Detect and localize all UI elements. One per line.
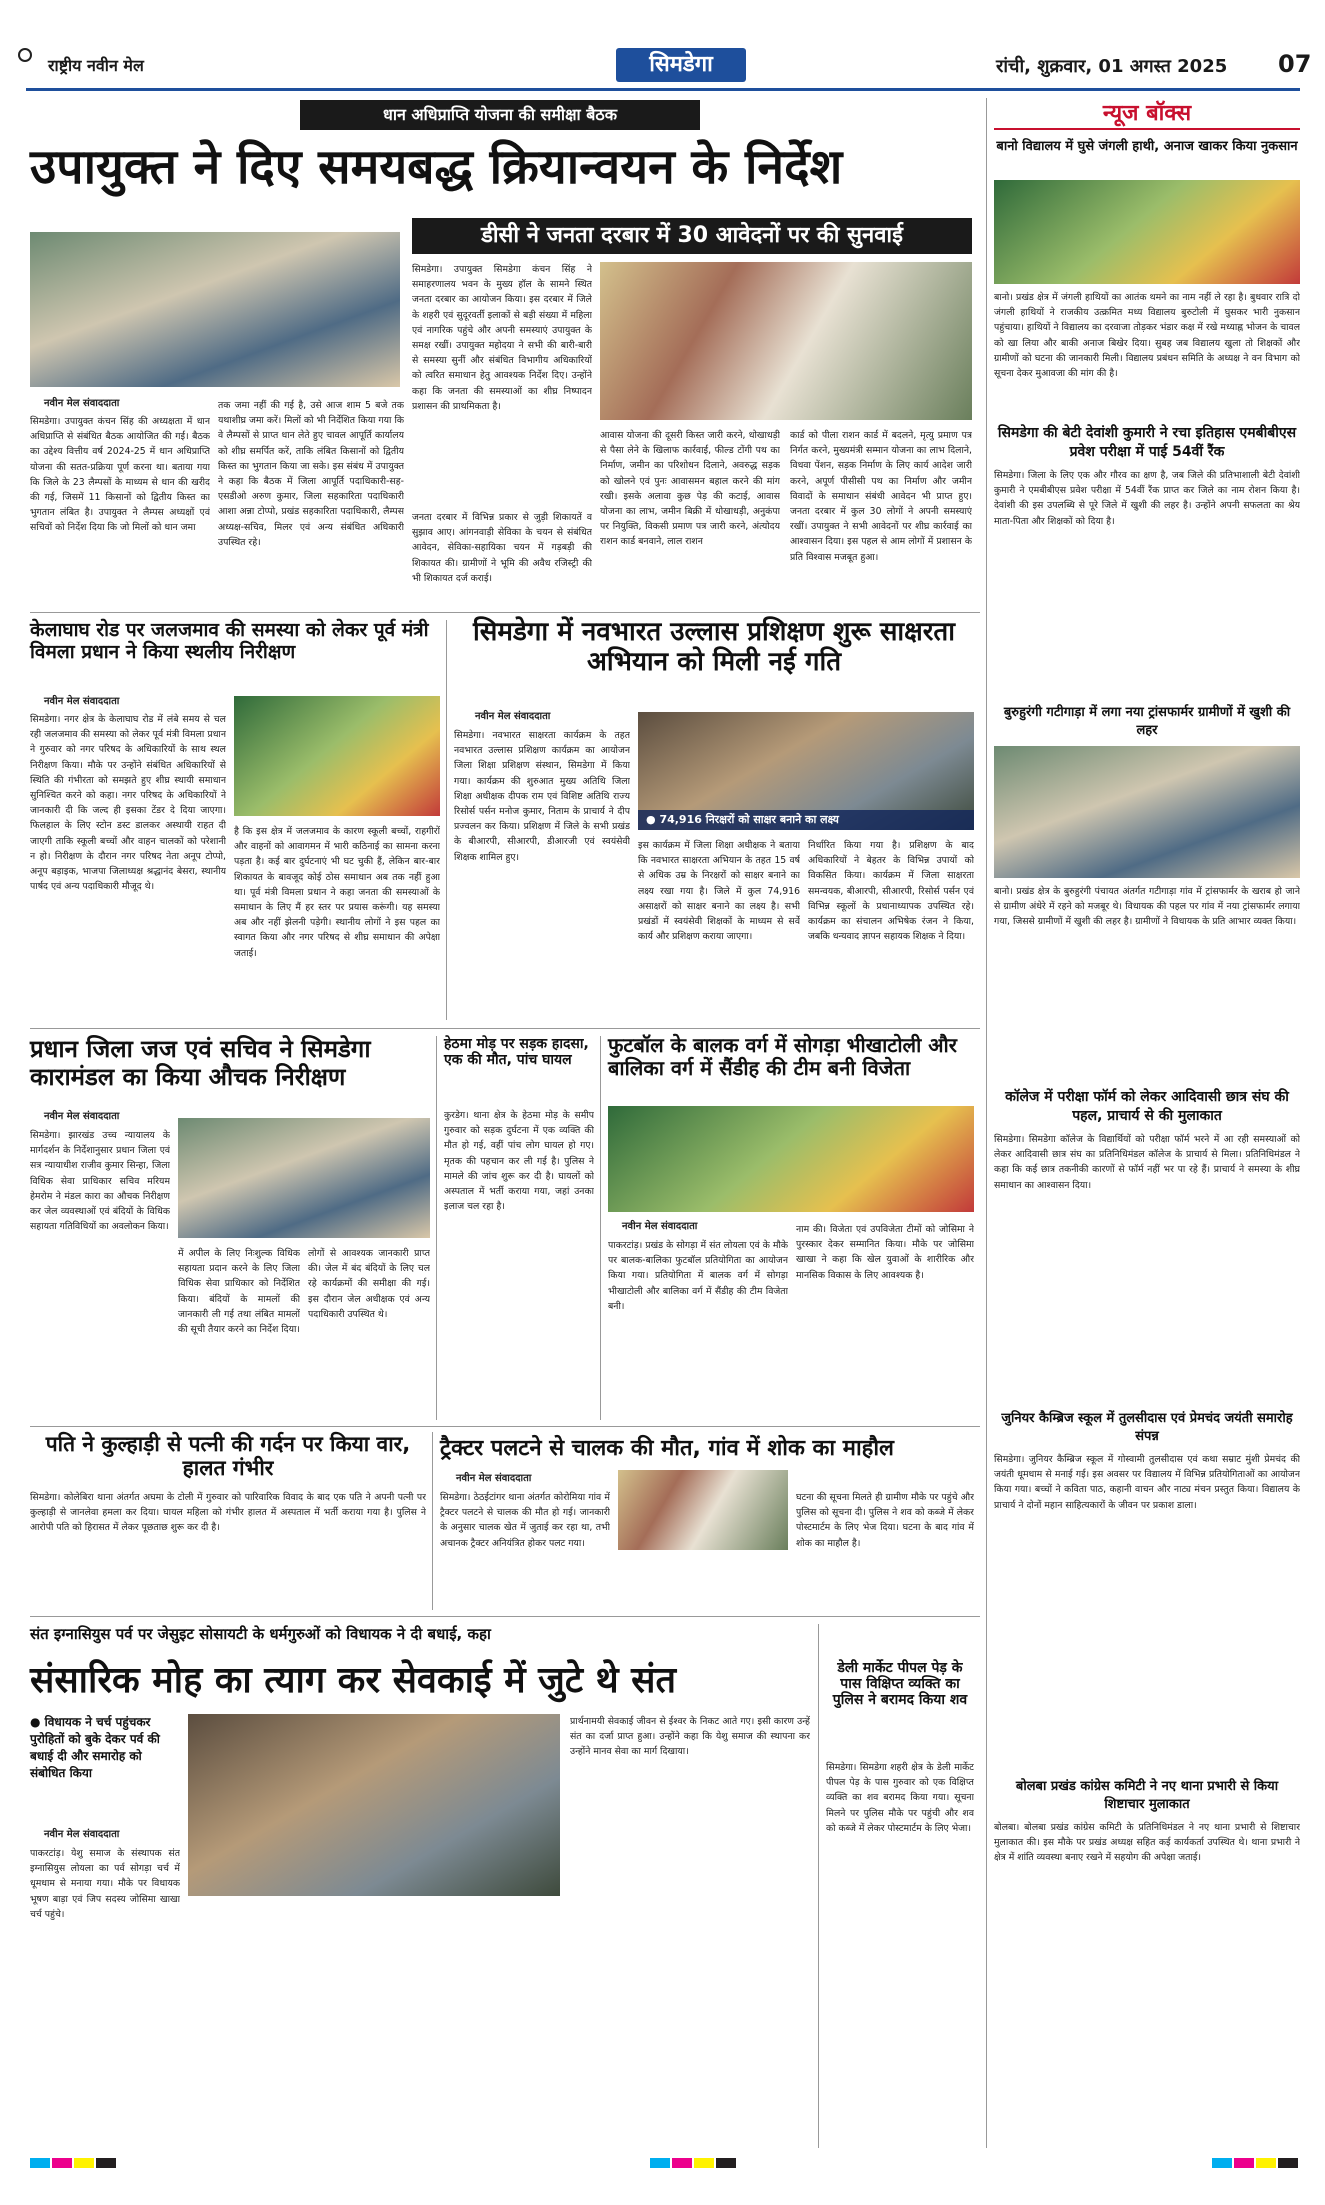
- tractor-byline: नवीन मेल संवाददाता: [456, 1473, 532, 1484]
- sant-body-1: पाकरटांड़। येशु समाज के संस्थापक संत इग्नासियुस लोयला का पर्व सोगड़ा चर्च में धूमधाम से मनाया गया। मौके पर विधायक भूषण बाड़ा एवं जिप सदस्य जोसिमा खाखा चर्च पहुंचे।: [30, 1848, 180, 1920]
- divider: [30, 1426, 980, 1427]
- tractor-body-1: सिमडेगा। ठेठईटांगर थाना अंतर्गत कोरोमिया गांव में ट्रैक्टर पलटने से चालक की मौत हो गई। जानकारी के अनुसार चालक खेत में जुताई कर रहा था, तभी अचानक ट्रैक्टर अनियंत्रित होकर पलट गया।: [440, 1492, 610, 1549]
- divider: [446, 620, 447, 1020]
- football-body-2: नाम की। विजेता एवं उपविजेता टीमों को जोसिमा ने पुरस्कार देकर सम्मानित किया। मौके पर जोसिमा खाखा ने कहा कि खेल युवाओं के शारीरिक और मानसिक विकास के लिए आवश्यक है।: [796, 1224, 974, 1281]
- lead-byline: नवीन मेल संवाददाता: [44, 398, 120, 409]
- tractor-photo: [618, 1470, 788, 1550]
- dateline: रांची, शुक्रवार, 01 अगस्त 2025: [996, 56, 1228, 77]
- hemra-headline: हेठमा मोड़ पर सड़क हादसा, एक की मौत, पांच घायल: [444, 1036, 589, 1069]
- sant-body-2: प्रार्थनामयी सेवकाई जीवन से ईश्वर के निकट आते गए। इसी कारण उन्हें संत का दर्जा प्राप्त हुआ। उन्होंने कहा कि येशु समाज की स्थापना कर उन्होंने मानव सेवा का मार्ग दिखाया।: [570, 1716, 810, 1758]
- news-box-title: न्यूज बॉक्स: [994, 98, 1300, 130]
- news-item-photo: [994, 746, 1300, 878]
- football-body-1: पाकरटांड़। प्रखंड के सोगड़ा में संत लोयला एवं के मौके पर बालक-बालिका फुटबॉल प्रतियोगिता का आयोजन किया गया। प्रतियोगिता में बालक वर्ग में सोगड़ा भीखाटोली और बालिका वर्ग में सैंडीह की टीम विजेता बनी।: [608, 1240, 788, 1312]
- tractor-body-2: घटना की सूचना मिलते ही ग्रामीण मौके पर पहुंचे और पुलिस को सूचना दी। पुलिस ने शव को कब्जे में लेकर पोस्टमार्टम के लिए भेज दिया। घटना के बाद गांव में शोक का माहौल है।: [796, 1492, 974, 1549]
- masthead-rule: [26, 88, 1300, 91]
- football-photo: [608, 1106, 974, 1212]
- sant-kicker: संत इग्नासियुस पर्व पर जेसुइट सोसायटी के धर्मगुरुओं को विधायक ने दी बधाई, कहा: [30, 1625, 491, 1643]
- janata-body-2: जनता दरबार में विभिन्न प्रकार से जुड़ी शिकायतें व सुझाव आए। आंगनवाड़ी सेविका के चयन से संबंधित आवेदन, सेविका-सहायिका चयन में गड़बड़ी की शिकायत की। ग्रामीणों ने भूमि की अवैध रजिस्ट्री की भी शिकायत दर्ज कराई।: [412, 512, 592, 584]
- news-item-body: बानो। प्रखंड क्षेत्र में जंगली हाथियों का आतंक थमने का नाम नहीं ले रहा है। बुधवार रात्रि दो जंगली हाथियों ने राजकीय उत्क्रमित मध्य विद्यालय बुरुटोली में घुसकर भारी नुकसान पहुंचाया। हाथियों ने विद्यालय का दरवाजा तोड़कर भंडार कक्ष में रखे मध्याह्न भोजन के चावल को खा लिया और बाकी अनाज बिखेर दिया। सुबह जब विद्यालय खुला तो शिक्षकों और ग्रामीणों को घटना की जानकारी मिली। विद्यालय प्रबंधन समिति के अध्यक्ष ने वन विभाग को सूचना देकर मुआवजा की मांग की है।: [994, 292, 1300, 380]
- divider: [30, 1616, 980, 1617]
- news-item-body: बानो। प्रखंड क्षेत्र के बुरुहुरंगी पंचायत अंतर्गत गटीगाड़ा गांव में ट्रांसफार्मर के खराब हो जाने से ग्रामीण अंधेरे में रहने को मजबूर थे। विधायक की पहल पर गांव में नया ट्रांसफार्मर लगाया गया, जिससे ग्रामीणों में खुशी की लहर है। ग्रामीणों ने विधायक के प्रति आभार व्यक्त किया।: [994, 886, 1300, 928]
- lead-body-2: तक जमा नहीं की गई है, उसे आज शाम 5 बजे तक यथाशीघ्र जमा करें। मिलों को भी निर्देशित किया गया कि वे लैम्पसों से प्राप्त धान लेते हुए चावल आपूर्ति कार्यालय को शीघ्र समर्पित करें, ताकि लंबित किसानों को द्वितीय किस्त का भुगतान किया जा सके। इस संबंध में उपायुक्त ने कहा कि बैठक में जिला आपूर्ति पदाधिकारी-सह-एसडीओ अरुण कुमार, जिला सहकारिता पदाधिकारी आशा अन्ना टोप्पो, प्रखंड सहकारिता पदाधिकारी, लैम्पस अध्यक्ष-सचिव, मिलर एवं अन्य संबंधित अधिकारी उपस्थित रहे।: [218, 400, 404, 548]
- daily-market-body: सिमडेगा। सिमडेगा शहरी क्षेत्र के डेली मार्केट पीपल पेड़ के पास गुरुवार को एक विक्षिप्त व्यक्ति का शव बरामद किया गया। सूचना मिलने पर पुलिस मौके पर पहुंची और शव को कब्जे में लेकर पोस्टमार्टम के लिए भेजा।: [826, 1762, 974, 1834]
- navbharat-photo-caption: ● 74,916 निरक्षरों को साक्षर बनाने का लक्ष्य: [638, 810, 974, 830]
- janata-body-3: आवास योजना की दूसरी किस्त जारी करने, धोखाधड़ी से पैसा लेने के खिलाफ कार्रवाई, फील्ड टोंगी पथ का निर्माण, जमीन का परिशोधन दिलाने, अवरुद्ध सड़क को खोलने एवं पुनः आवासमन बहाल करने की मांग रखी। इसके अलावा कुछ पेड़ की कटाई, आवास योजना का लाभ, जमीन बिक्री में धोखाधड़ी, अनुकंपा पर नियुक्ति, विकसी प्रमाण पत्र जारी करने, अंत्योदय राशन कार्ड बनवाने, लाल राशन: [600, 430, 780, 548]
- news-item-headline: जुनियर कैम्ब्रिज स्कूल में तुलसीदास एवं प्रेमचंद जयंती समारोह संपन्न: [1001, 1411, 1293, 1444]
- janata-photo: [600, 262, 972, 420]
- judge-byline: नवीन मेल संवाददाता: [44, 1111, 120, 1122]
- divider: [818, 1624, 819, 2148]
- lead-headline: उपायुक्त ने दिए समयबद्ध क्रियान्वयन के निर्देश: [30, 139, 843, 195]
- news-item-body: सिमडेगा। सिमडेगा कॉलेज के विद्यार्थियों को परीक्षा फॉर्म भरने में आ रही समस्याओं को लेकर आदिवासी छात्र संघ का प्रतिनिधिमंडल कॉलेज के प्राचार्य से मिला। प्रतिनिधिमंडल ने कहा कि कई छात्र तकनीकी कारणों से फॉर्म नहीं भर पा रहे हैं। प्राचार्य ने समस्या के शीघ्र समाधान का आश्वासन दिया।: [994, 1134, 1300, 1191]
- sant-headline: संसारिक मोह का त्याग कर सेवकाई में जुटे थे संत: [30, 1660, 676, 1701]
- news-item-body: सिमडेगा। जिला के लिए एक और गौरव का क्षण है, जब जिले की प्रतिभाशाली बेटी देवांशी कुमारी ने एमबीबीएस प्रवेश परीक्षा में 54वीं रैंक प्राप्त कर जिले का नाम रोशन किया है। देवांशी की इस उपलब्धि से पूरे जिले में खुशी की लहर है। उन्होंने अपनी सफलता का श्रेय माता-पिता और शिक्षकों को दिया है।: [994, 470, 1300, 527]
- kelaghagh-byline: नवीन मेल संवाददाता: [44, 696, 120, 707]
- kelaghagh-body-1: सिमडेगा। नगर क्षेत्र के केलाघाघ रोड में लंबे समय से चल रही जलजमाव की समस्या को लेकर पूर्व मंत्री विमला प्रधान ने गुरुवार को नगर परिषद के अधिकारियों के साथ स्थल निरीक्षण किया। मौके पर उन्होंने संबंधित अधिकारियों से स्थिति की गंभीरता को समझते हुए शीघ्र स्थायी समाधान सुनिश्चित करने को कहा। नगर परिषद के अधिकारियों ने जानकारी दी कि जल्द ही इसका टेंडर दे दिया जाएगा। फिलहाल के लिए स्टोन डस्ट डालकर अस्थायी राहत दी जाएगी ताकि स्कूली बच्चों और वाहन चालकों को परेशानी न हो। निरीक्षण के दौरान नगर परिषद नेता अनूप टोप्पो, अनूप बड़ाइक, भाजपा जिलाध्यक्ष श्रद्धानंद बेसरा, स्थानीय पार्षद एवं अन्य पदाधिकारी मौजूद थे।: [30, 714, 226, 893]
- masthead: [26, 48, 1312, 88]
- judge-body-3: लोगों से आवश्यक जानकारी प्राप्त की। जेल में बंद बंदियों के लिए चल रहे कार्यक्रमों की समीक्षा की गई। इस दौरान जेल अधीक्षक एवं अन्य पदाधिकारी उपस्थित थे।: [308, 1248, 430, 1320]
- navbharat-headline: सिमडेगा में नवभारत उल्लास प्रशिक्षण शुरू साक्षरता अभियान को मिली नई गति: [473, 617, 955, 677]
- navbharat-byline: नवीन मेल संवाददाता: [475, 711, 551, 722]
- caption-text: 74,916 निरक्षरों को साक्षर बनाने का लक्ष्य: [659, 813, 839, 826]
- navbharat-body-2: इस कार्यक्रम में जिला शिक्षा अधीक्षक ने बताया कि नवभारत साक्षरता अभियान के तहत 15 वर्ष से अधिक उम्र के निरक्षरों को साक्षर बनाने का लक्ष्य रखा गया है। जिले में कुल 74,916 असाक्षरों को साक्षर बनाने का लक्ष्य है। सभी प्रखंडों में स्वयंसेवी शिक्षकों के माध्यम से सर्वे कार्य और प्रशिक्षण कराया जाएगा।: [638, 840, 800, 943]
- judge-body-1: सिमडेगा। झारखंड उच्च न्यायालय के मार्गदर्शन के निर्देशानुसार प्रधान जिला एवं सत्र न्यायाधीश राजीव कुमार सिन्हा, जिला विधिक सेवा प्राधिकार सचिव मरियम हेमरोम ने मंडल कारा का औचक निरीक्षण कर जेल व्यवस्थाओं एवं बंदियों के विधिक सहायता गतिविधियों का अवलोकन किया।: [30, 1130, 170, 1233]
- janata-body-1: सिमडेगा। उपायुक्त सिमडेगा कंचन सिंह ने समाहरणालय भवन के मुख्य हॉल के सामने स्थित जनता दरबार का आयोजन किया। इस दरबार में जिले के शहरी एवं सुदूरवर्ती इलाकों से बड़ी संख्या में महिला एवं नागरिक पहुंचे और अपनी समस्याएं उपायुक्त के समक्ष रखीं। उपायुक्त महोदया ने सभी की बारी-बारी से समस्या सुनीं और संबंधित विभागीय अधिकारियों को त्वरित समाधान हेतु आवश्यक निर्देश दिए। उन्होंने कहा कि जनता की समस्याओं का शीघ्र निष्पादन प्रशासन की प्राथमिकता है।: [412, 264, 592, 412]
- news-item-photo: [994, 180, 1300, 284]
- divider: [432, 1432, 433, 1610]
- news-item-headline: बुरुहुरंगी गटीगाड़ा में लगा नया ट्रांसफार्मर ग्रामीणों में खुशी की लहर: [1003, 705, 1291, 738]
- tractor-headline: ट्रैक्टर पलटने से चालक की मौत, गांव में शोक का माहौल: [440, 1436, 894, 1461]
- football-byline: नवीन मेल संवाददाता: [622, 1221, 698, 1232]
- football-headline: फुटबॉल के बालक वर्ग में सोगड़ा भीखाटोली और बालिका वर्ग में सैंडीह की टीम बनी विजेता: [608, 1033, 957, 1080]
- divider: [600, 1036, 601, 1420]
- kelaghagh-body-2: है कि इस क्षेत्र में जलजमाव के कारण स्कूली बच्चों, राहगीरों और वाहनों को आवागमन में भारी कठिनाई का सामना करना पड़ता है। कई बार दुर्घटनाएं भी घट चुकी हैं, लेकिन बार-बार शिकायत के बावजूद कोई ठोस समाधान अब तक नहीं हुआ था। पूर्व मंत्री विमला प्रधान ने कहा जनता की समस्याओं के समाधान के लिए मैं हर स्तर पर प्रयास करूंगी। यह समस्या अब और नहीं झेलनी पड़ेगी। स्थानीय लोगों ने इस पहल का स्वागत किया और नगर परिषद से शीघ्र समाधान की अपेक्षा जताई।: [234, 826, 440, 959]
- news-box: [994, 98, 1300, 2148]
- pullquote-text: विधायक ने चर्च पहुंचकर पुरोहितों को बुके देकर पर्व की बधाई दी और समारोह को संबोधित किया: [30, 1715, 160, 1780]
- lead-body-1: सिमडेगा। उपायुक्त कंचन सिंह की अध्यक्षता में धान अधिप्राप्ति से संबंधित बैठक आयोजित की गई। बैठक का उद्देश्य वित्तीय वर्ष 2024-25 में धान अधिप्राप्ति योजना की सतत-प्रक्रिया पूर्ण करना था। बताया गया कि जिले के 23 लैम्पसों के माध्यम से धान की खरीद की गई, जिसमें 11 किसानों को द्वितीय किस्त का भुगतान लंबित है। उपायुक्त ने लैम्पस अध्यक्षों एवं सचिवों को निर्देश दिया कि जो मिलों को धान जमा: [30, 416, 210, 534]
- section-label: सिमडेगा: [616, 48, 746, 82]
- divider: [986, 98, 987, 2148]
- paper-name: राष्ट्रीय नवीन मेल: [48, 56, 144, 75]
- hemra-body: कुरडेग। थाना क्षेत्र के हेठमा मोड़ के समीप गुरुवार को सड़क दुर्घटना में एक व्यक्ति की मौत हो गई, वहीं पांच लोग घायल हो गए। मृतक की पहचान कर ली गई है। पुलिस ने मामले की जांच शुरू कर दी है। घायलों को अस्पताल में भर्ती कराया गया, जहां उनका इलाज चल रहा है।: [444, 1110, 594, 1213]
- divider: [30, 1028, 980, 1029]
- regmark-icon: [18, 48, 32, 62]
- navbharat-body-3: निर्धारित किया गया है। प्रशिक्षण के बाद अधिकारियों ने बेहतर के विभिन्न उपायों को विकसित किया। कार्यक्रम में जिला साक्षरता समन्वयक, बीआरपी, सीआरपी, रिसोर्स पर्सन एवं विभिन्न स्कूलों के प्रधानाध्यापक उपस्थित रहे। कार्यक्रम का संचालन अभिषेक रंजन ने किया, जबकि धन्यवाद ज्ञापन सहायक शिक्षक ने दिया।: [808, 840, 974, 943]
- axe-body: सिमडेगा। कोलेबिरा थाना अंतर्गत अघमा के टोली में गुरुवार को पारिवारिक विवाद के बाद एक पति ने अपनी पत्नी पर कुल्हाड़ी से जानलेवा हमला कर दिया। घायल महिला को गंभीर हालत में अस्पताल में भर्ती कराया गया है। पुलिस ने आरोपी पति को हिरासत में लेकर पूछताछ शुरू कर दी है।: [30, 1492, 426, 1534]
- page-number: 07: [1278, 50, 1312, 78]
- news-item-body: बोलबा। बोलबा प्रखंड कांग्रेस कमिटी के प्रतिनिधिमंडल ने नए थाना प्रभारी से शिष्टाचार मुलाकात की। इस मौके पर प्रखंड अध्यक्ष सहित कई कार्यकर्ता उपस्थित थे। थाना प्रभारी ने क्षेत्र में शांति व्यवस्था बनाए रखने में सहयोग की अपेक्षा जताई।: [994, 1822, 1300, 1864]
- sant-byline: नवीन मेल संवाददाता: [44, 1829, 120, 1840]
- news-item-headline: बानो विद्यालय में घुसे जंगली हाथी, अनाज खाकर किया नुकसान: [996, 139, 1298, 154]
- news-item-headline: बोलबा प्रखंड कांग्रेस कमिटी ने नए थाना प्रभारी से किया शिष्टाचार मुलाकात: [1015, 1779, 1279, 1812]
- sant-photo: [188, 1714, 560, 1896]
- news-item-headline: सिमडेगा की बेटी देवांशी कुमारी ने रचा इतिहास एमबीबीएस प्रवेश परीक्षा में पाई 54वीं रैंक: [997, 425, 1297, 460]
- divider: [30, 612, 980, 613]
- lead-kicker: धान अधिप्राप्ति योजना की समीक्षा बैठक: [300, 100, 700, 130]
- news-item-body: सिमडेगा। जुनियर कैम्ब्रिज स्कूल में गोस्वामी तुलसीदास एवं कथा सम्राट मुंशी प्रेमचंद की जयंती धूमधाम से मनाई गई। इस अवसर पर विद्यालय में विभिन्न प्रतियोगिताओं का आयोजन किया गया। बच्चों ने कविता पाठ, कहानी वाचन और नाट्य मंचन प्रस्तुत किया। विद्यालय के प्राचार्य ने दोनों महान साहित्यकारों के जीवन पर प्रकाश डाला।: [994, 1454, 1300, 1511]
- divider: [436, 1036, 437, 1420]
- sant-pullquote: ● विधायक ने चर्च पहुंचकर पुरोहितों को बुके देकर पर्व की बधाई दी और समारोह को संबोधित किया: [30, 1715, 160, 1780]
- janata-headline: डीसी ने जनता दरबार में 30 आवेदनों पर की सुनवाई: [412, 218, 972, 254]
- kelaghagh-photo: [234, 696, 440, 816]
- judge-headline: प्रधान जिला जज एवं सचिव ने सिमडेगा कारामंडल का किया औचक निरीक्षण: [30, 1035, 371, 1091]
- janata-body-4: कार्ड को पीला राशन कार्ड में बदलने, मृत्यु प्रमाण पत्र निर्गत करने, मुख्यमंत्री सम्मान योजना का लाभ दिलाने, विधवा पेंशन, सड़क निर्माण के लिए कार्य आदेश जारी करने, अपूर्ण पीसीसी पथ का निर्माण और जमीन विवादों के समाधान संबंधी आवेदन भी प्राप्त हुए। जनता दरबार में कुल 30 लोगों ने अपनी समस्याएं रखीं। उपायुक्त ने सभी आवेदनों पर शीघ्र कार्रवाई का आश्वासन दिया। इस पहल से आम लोगों में प्रशासन के प्रति विश्वास मजबूत हुआ।: [790, 430, 972, 563]
- axe-headline: पति ने कुल्हाड़ी से पत्नी की गर्दन पर किया वार, हालत गंभीर: [45, 1432, 411, 1481]
- kelaghagh-headline: केलाघाघ रोड पर जलजमाव की समस्या को लेकर पूर्व मंत्री विमला प्रधान ने किया स्थलीय निरीक्षण: [30, 619, 429, 663]
- judge-photo: [178, 1118, 430, 1238]
- lead-photo: [30, 232, 400, 387]
- print-color-bar: [30, 2158, 1300, 2170]
- navbharat-body-1: सिमडेगा। नवभारत साक्षरता कार्यक्रम के तहत नवभारत उल्लास प्रशिक्षण कार्यक्रम का आयोजन जिला शिक्षा प्रशिक्षण संस्थान, सिमडेगा में किया गया। कार्यक्रम की शुरुआत मुख्य अतिथि जिला शिक्षा अधीक्षक दीपक राम एवं विशिष्ट अतिथि राज्य रिसोर्स पर्सन मनोज कुमार, निताम के प्राचार्य ने दीप प्रज्वलन कर किया। प्रशिक्षण में जिले के सभी प्रखंड के बीआरपी, सीआरपी, डीआरजी एवं स्वयंसेवी शिक्षक शामिल हुए।: [454, 730, 630, 863]
- daily-market-headline: डेली मार्केट पीपल पेड़ के पास विक्षिप्त व्यक्ति का पुलिस ने बरामद किया शव: [832, 1660, 968, 1709]
- news-item-headline: कॉलेज में परीक्षा फॉर्म को लेकर आदिवासी छात्र संघ की पहल, प्राचार्य से की मुलाकात: [1005, 1089, 1289, 1124]
- judge-body-2: में अपील के लिए निःशुल्क विधिक सहायता प्रदान करने के लिए जिला विधिक सेवा प्राधिकार को निर्देशित किया। बंदियों के मामलों की जानकारी ली गई तथा लंबित मामलों की सूची तैयार करने का निर्देश दिया।: [178, 1248, 300, 1336]
